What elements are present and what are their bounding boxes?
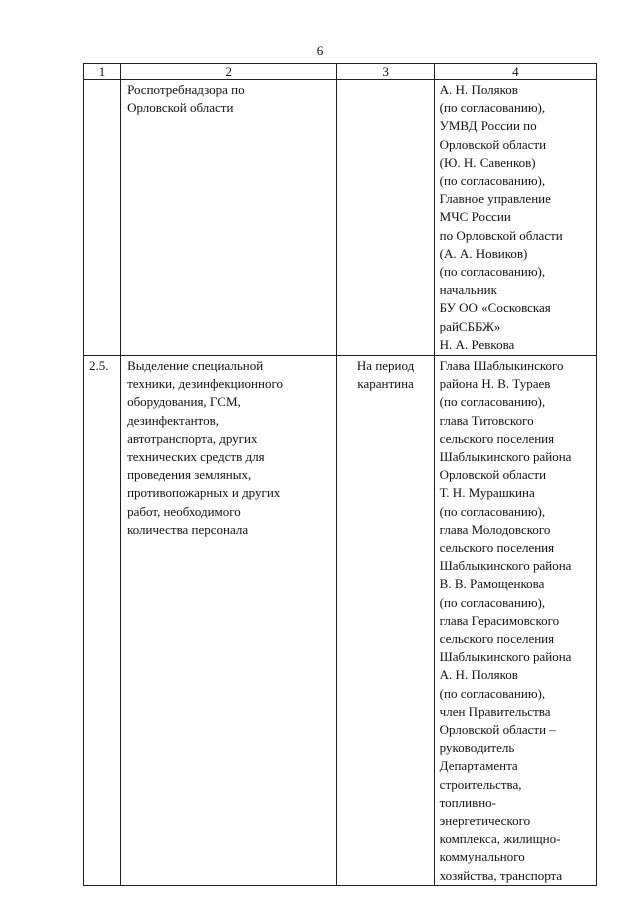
term-cell	[337, 80, 434, 356]
responsible-cell	[434, 80, 596, 356]
responsible-cell	[434, 356, 596, 886]
row-number-cell	[84, 356, 121, 886]
column-header: 3	[337, 64, 434, 80]
row-number	[84, 80, 120, 81]
term-text	[337, 80, 433, 81]
page-number: 6	[316, 43, 324, 58]
table-header-row	[84, 64, 597, 80]
table-row	[84, 80, 597, 356]
responsible-text: Глава Шаблыкинского района Н. В. Тураев (по согласованию), глава Титовского сельского поселения Шаблыкинского района Орловской области Т. Н. Мурашкина (по согласованию), глава Молодовского сельского поселения Шаблыкинского района В. В. Рамощенкова (по согласованию), глава Герасимовского сельского поселения Шаблыкинского района А. Н. Поляков (по согласованию), член Правительства Орловской области – руководитель Департамента строительства, топливно- энергетического комплекса, жилищно- коммунального хозяйства, транспорта	[439, 358, 572, 883]
term-text: На период карантина	[356, 358, 415, 392]
activity-text: Роспотребнадзора по Орловской области	[127, 82, 245, 116]
table-row	[84, 356, 597, 886]
row-number-cell	[84, 80, 121, 356]
activity-text: Выделение специальной техники, дезинфекционного оборудования, ГСМ, дезинфектантов, автотранспорта, других технических средств для проведения земляных, противопожарных и других работ, необходимого количества персонала	[127, 358, 283, 537]
activity-cell	[121, 80, 337, 356]
term-cell	[337, 356, 434, 886]
document-table	[83, 63, 597, 886]
responsible-text: А. Н. Поляков (по согласованию), УМВД России по Орловской области (Ю. Н. Савенков) (по согласованию), Главное управление МЧС России по Орловской области (А. А. Новиков) (по согласованию), начальник БУ ОО «Сосковская райСББЖ» Н. А. Ревкова	[439, 82, 563, 352]
column-header: 2	[121, 64, 337, 80]
activity-cell	[121, 356, 337, 886]
column-header: 1	[84, 64, 121, 80]
row-number: 2.5.	[89, 358, 109, 373]
column-header: 4	[434, 64, 596, 80]
